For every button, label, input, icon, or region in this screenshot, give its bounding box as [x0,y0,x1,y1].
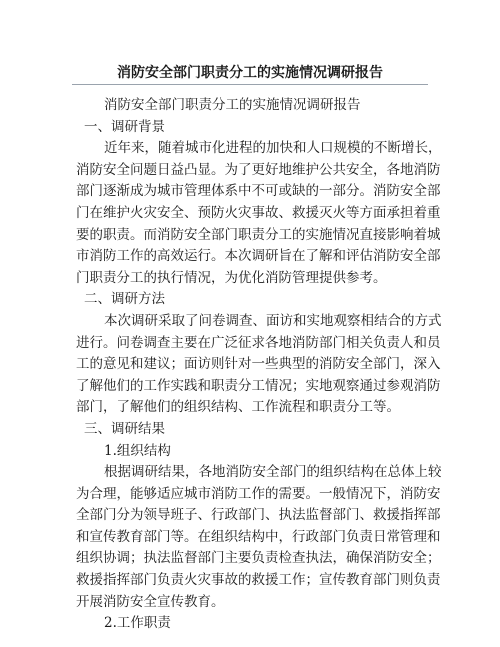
section-heading: 一、调研背景 [84,118,165,135]
section-heading: 二、调研方法 [84,291,165,308]
body-text-line: 组织协调；执法监督部门主要负责检查执法，确保消防安全； [76,550,441,567]
body-text-line: 救援指挥部门负责火灾事故的救援工作；宣传教育部门则负责 [76,572,441,589]
body-text-line: 部门逐渐成为城市管理体系中不可或缺的一部分。消防安全部 [76,183,441,200]
body-text-line: 近年来，随着城市化进程的加快和人口规模的不断增长， [104,140,442,157]
body-text-line: 要的职责。而消防安全部门职责分工的实施情况直接影响着城 [76,226,441,243]
body-text-line: 进行。问卷调查主要在广泛征求各地消防部门相关负责人和员 [76,334,441,351]
body-text-line: 和宣传教育部门等。在组织结构中，行政部门负责日常管理和 [76,528,441,545]
document-body [76,95,442,635]
document-title: 消防安全部门职责分工的实施情况调研报告 [117,65,383,81]
body-text-line: 全部门分为领导班子、行政部门、执法监督部门、救援指挥部 [76,507,441,524]
body-text-line: 消防安全部门职责分工的实施情况调研报告 [104,97,361,113]
body-text-line: 为合理，能够适应城市消防工作的需要。一般情况下，消防安 [76,485,441,502]
body-text-line: 门在维护火灾安全、预防火灾事故、救援灭火等方面承担着重 [76,204,441,221]
body-text-line: 了解他们的工作实践和职责分工情况；实地观察通过参观消防 [76,377,441,394]
body-text-line: 部门，了解他们的组织结构、工作流程和职责分工等。 [76,399,400,416]
title-divider [72,84,428,85]
subsection-heading: 1.组织结构 [104,442,171,459]
body-text-line: 市消防工作的高效运行。本次调研旨在了解和评估消防安全部 [76,248,441,265]
subsection-heading: 2.工作职责 [104,615,171,632]
body-text-line: 本次调研采取了问卷调查、面访和实地观察相结合的方式 [104,312,442,329]
body-text-line: 消防安全问题日益凸显。为了更好地维护公共安全，各地消防 [76,161,441,178]
body-text-line: 开展消防安全宣传教育。 [76,593,225,610]
body-text-line: 门职责分工的执行情况，为优化消防管理提供参考。 [76,269,387,286]
section-heading: 三、调研结果 [84,420,165,437]
body-text-line: 工的意见和建议；面访则针对一些典型的消防安全部门，深入 [76,356,441,373]
body-text-line: 根据调研结果，各地消防安全部门的组织结构在总体上较 [104,464,442,481]
